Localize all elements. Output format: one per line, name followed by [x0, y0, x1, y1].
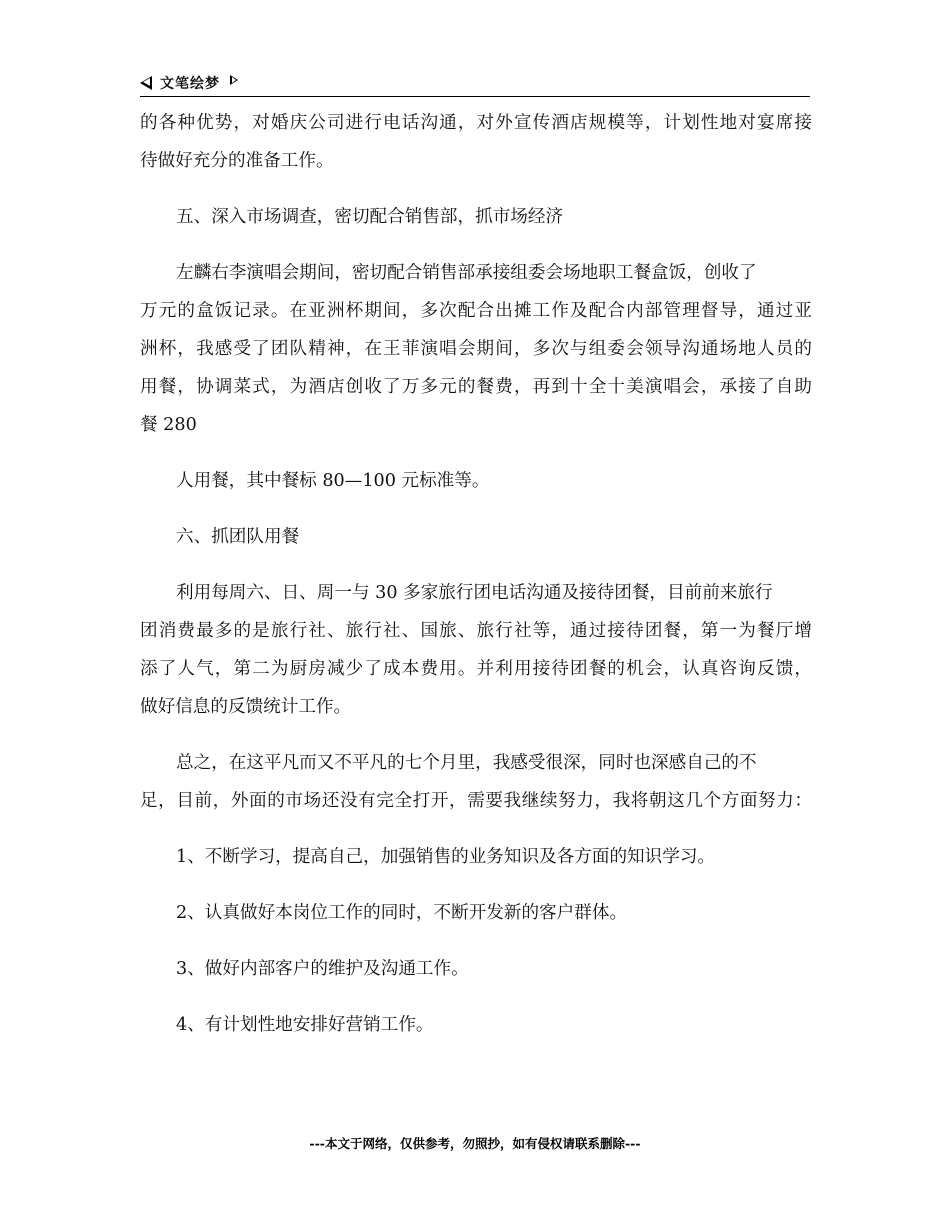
text-line: 用餐，协调菜式，为酒店创收了万多元的餐费，再到十全十美演唱会，承接了自助: [140, 377, 812, 397]
triangle-left-icon: [140, 76, 152, 90]
text-line: 1、不断学习，提高自己，加强销售的业务知识及各方面的知识学习。: [176, 847, 716, 867]
text-line: 足，目前，外面的市场还没有完全打开，需要我继续努力，我将朝这几个方面努力：: [140, 791, 812, 811]
text-line: 六、抓团队用餐: [176, 527, 300, 547]
text-line: 左麟右李演唱会期间，密切配合销售部承接组委会场地职工餐盒饭，创收了: [176, 263, 757, 283]
text-line: 人用餐，其中餐标 80—100 元标准等。: [176, 471, 490, 491]
text-line: 4、有计划性地安排好营销工作。: [176, 1015, 434, 1035]
document-body: [140, 104, 812, 1044]
page-header: [140, 70, 810, 97]
text-line: 2、认真做好本岗位工作的同时，不断开发新的客户群体。: [176, 903, 628, 923]
text-line: 团消费最多的是旅行社、旅行社、国旅、旅行社等，通过接待团餐，第一为餐厅增: [140, 621, 812, 641]
section-heading: [140, 198, 812, 236]
header-brand: 文笔绘梦: [160, 76, 220, 92]
list-item: [140, 894, 812, 932]
text-line: 万元的盒饭记录。在亚洲杯期间，多次配合出摊工作及配合内部管理督导，通过亚: [140, 301, 812, 321]
text-line: 利用每周六、日、周一与 30 多家旅行团电话沟通及接待团餐，目前前来旅行: [176, 583, 773, 603]
list-item: [140, 838, 812, 876]
text-line: 待做好充分的准备工作。: [140, 151, 334, 171]
text-line: 添了人气，第二为厨房减少了成本费用。并利用接待团餐的机会，认真咨询反馈，: [140, 659, 812, 679]
footer-notice: ---本文于网络，仅供参考，勿照抄，如有侵权请联系删除---: [309, 1136, 641, 1151]
list-item: [140, 1006, 812, 1044]
text-line: 洲杯，我感受了团队精神，在王菲演唱会期间，多次与组委会领导沟通场地人员的: [140, 339, 812, 359]
text-line: 五、深入市场调查，密切配合销售部，抓市场经济: [176, 207, 564, 227]
text-line: 做好信息的反馈统计工作。: [140, 697, 352, 717]
paragraph: [140, 462, 812, 500]
paragraph: [140, 254, 812, 444]
text-line: 3、做好内部客户的维护及沟通工作。: [176, 959, 469, 979]
list-item: [140, 950, 812, 988]
text-line: 餐 280: [140, 415, 197, 435]
paragraph: [140, 744, 812, 820]
text-line: 总之，在这平凡而又不平凡的七个月里，我感受很深，同时也深感自己的不: [176, 753, 757, 773]
paragraph: [140, 574, 812, 726]
text-line: 的各种优势，对婚庆公司进行电话沟通，对外宣传酒店规模等，计划性地对宴席接: [140, 113, 812, 133]
paragraph: [140, 104, 812, 180]
section-heading: [140, 518, 812, 556]
triangle-right-icon: [230, 75, 238, 85]
